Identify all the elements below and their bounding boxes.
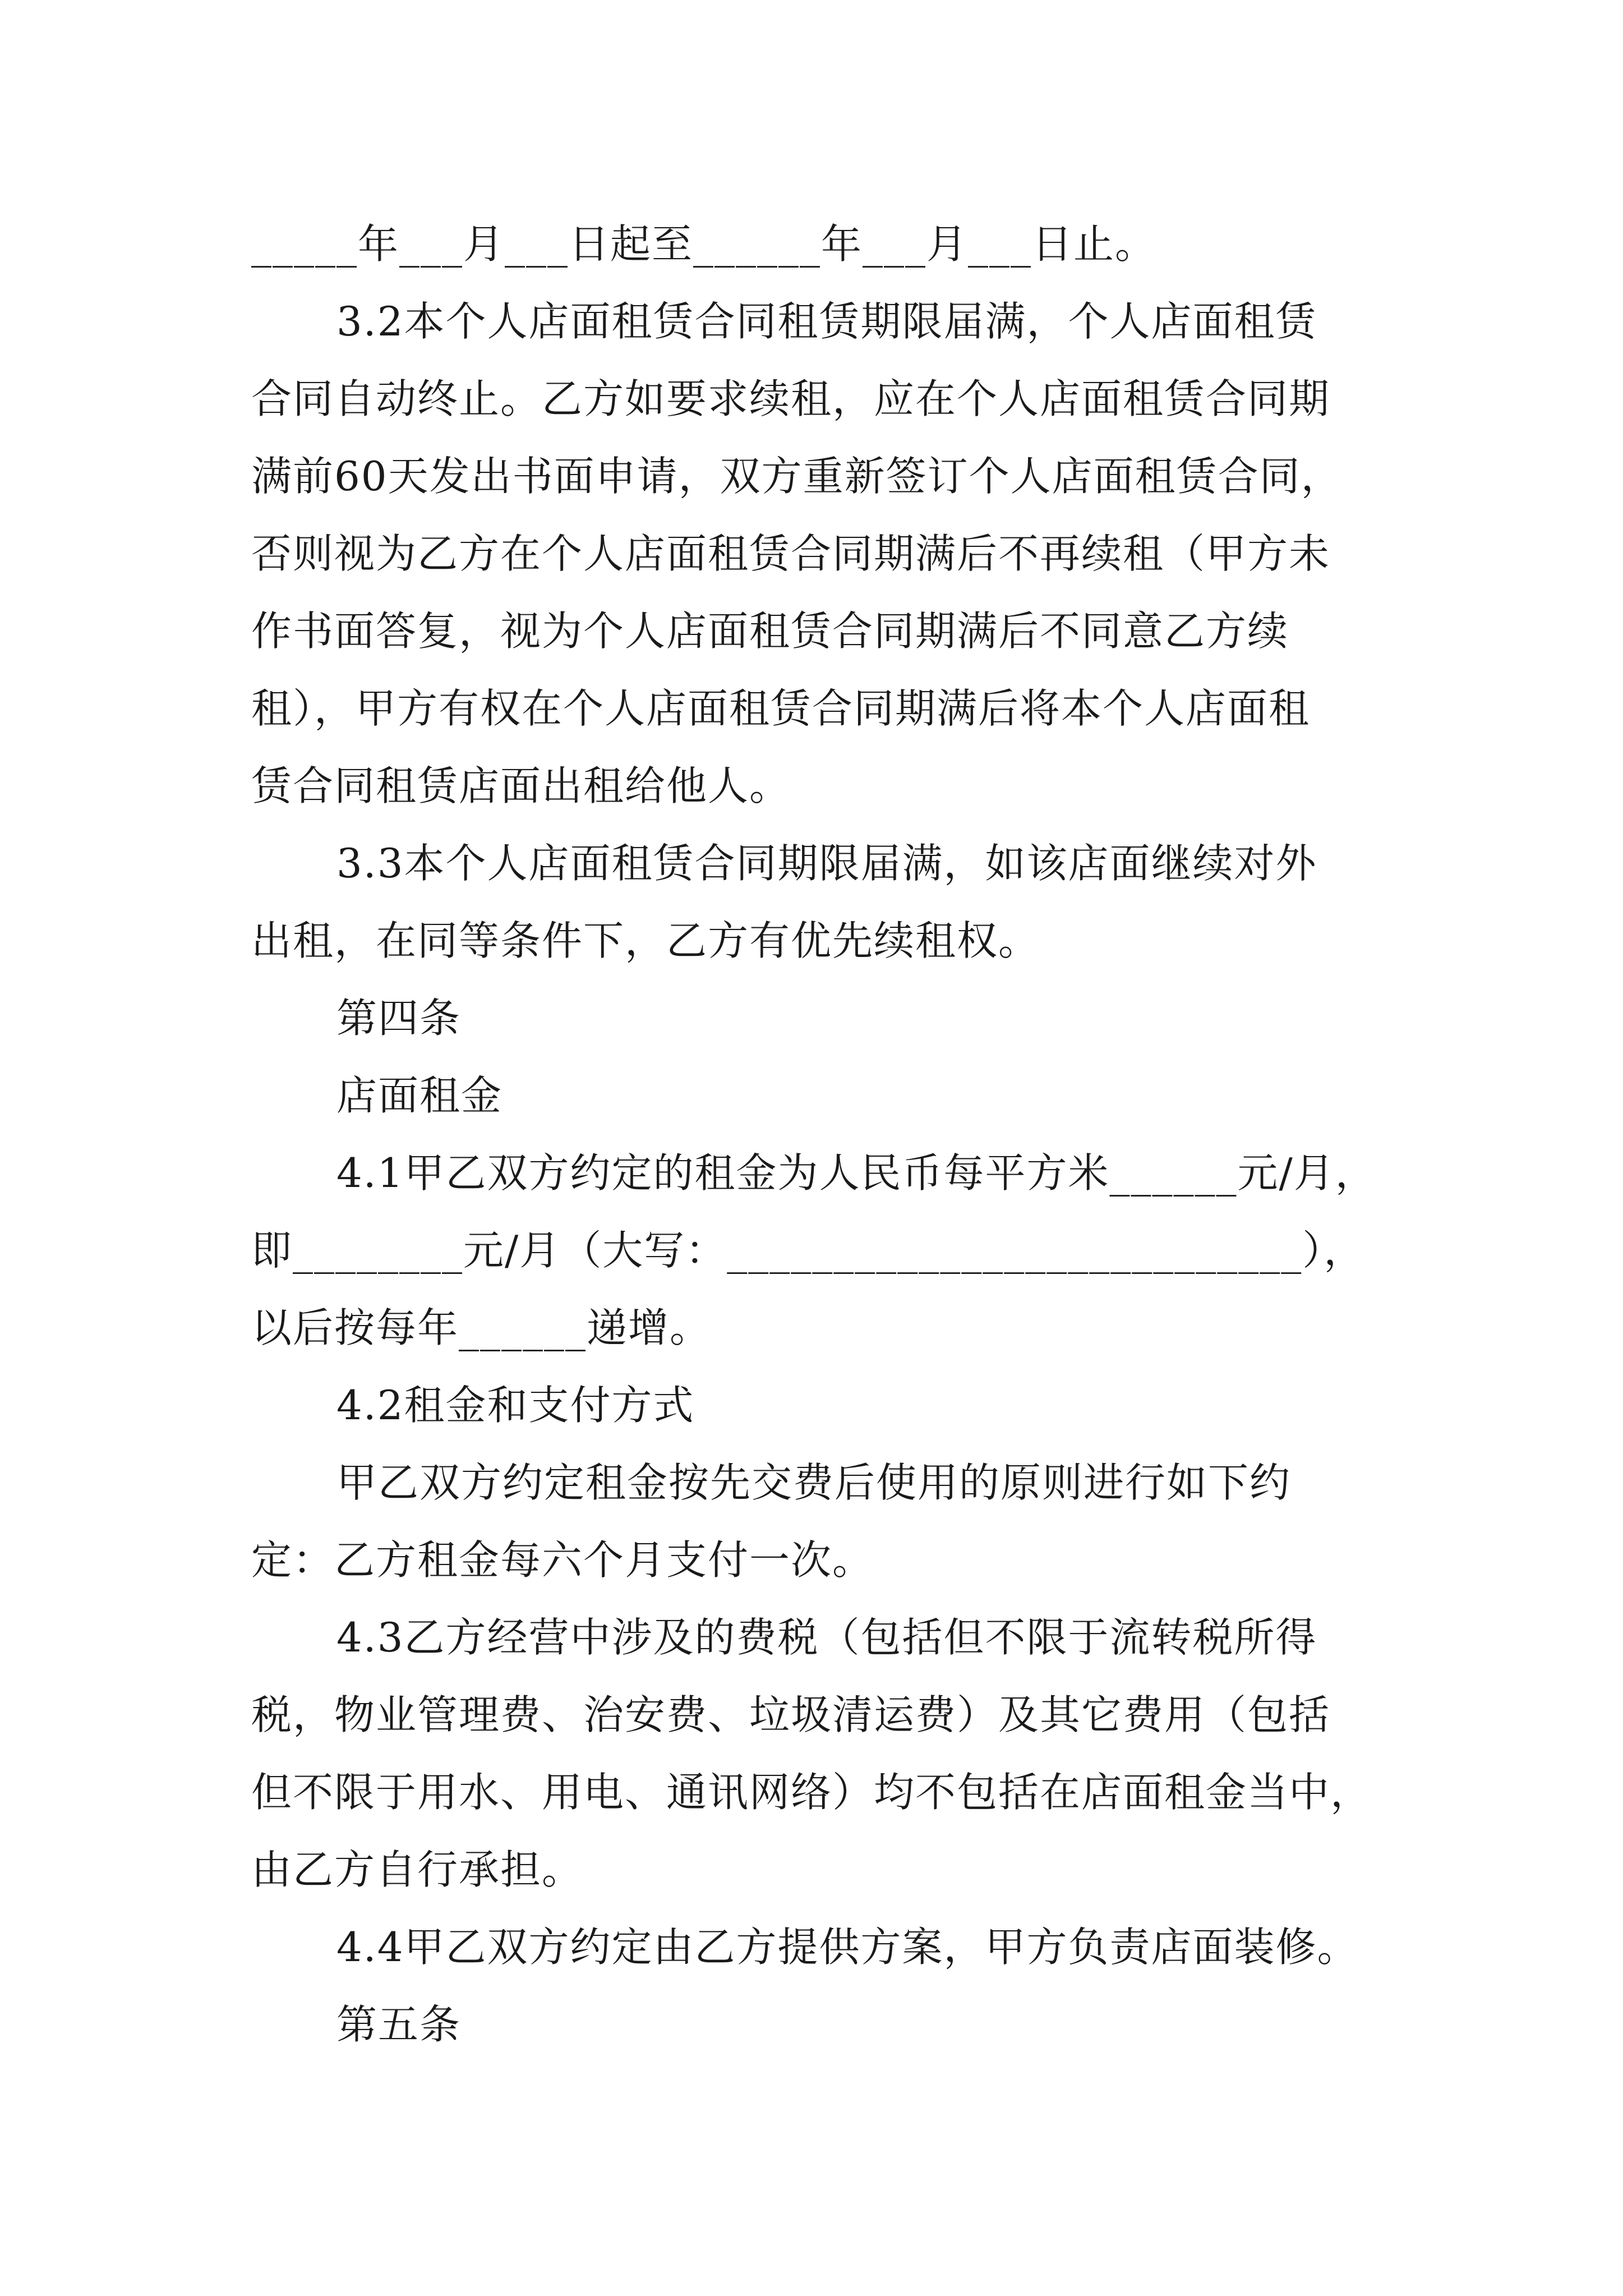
text-line-13: 4.1甲乙双方约定的租金为人民币每平方米______元/月， <box>336 1149 1377 1197</box>
text-line-15: 以后按每年______递增。 <box>251 1304 712 1351</box>
text-line-1: _____年___月___日起至______年___月___日止。 <box>251 220 1157 268</box>
text-line-23: 4.4甲乙双方约定由乙方提供方案，甲方负责店面装修。 <box>336 1924 1359 1971</box>
text-line-3: 合同自动终止。乙方如要求续租，应在个人店面租赁合同期 <box>251 375 1331 422</box>
text-line-22: 由乙方自行承担。 <box>251 1846 584 1893</box>
section-heading-4: 第四条 <box>336 995 462 1042</box>
text-line-9: 3.3本个人店面租赁合同期限届满，如该店面继续对外 <box>336 840 1317 887</box>
text-line-5: 否则视为乙方在个人店面租赁合同期满后不再续租（甲方未 <box>251 530 1331 577</box>
section-title-rent: 店面租金 <box>336 1072 503 1119</box>
text-line-10: 出租，在同等条件下，乙方有优先续租权。 <box>251 917 1040 964</box>
text-line-18: 定：乙方租金每六个月支付一次。 <box>251 1536 874 1584</box>
text-line-17: 甲乙双方约定租金按先交费后使用的原则进行如下约 <box>336 1459 1292 1506</box>
text-line-14: 即________元/月（大写：___________________________）， <box>251 1227 1366 1274</box>
text-line-4: 满前60天发出书面申请，双方重新签订个人店面租赁合同， <box>251 453 1343 500</box>
text-line-6: 作书面答复，视为个人店面租赁合同期满后不同意乙方续 <box>251 608 1289 655</box>
text-line-2: 3.2本个人店面租赁合同租赁期限届满，个人店面租赁 <box>336 298 1317 345</box>
text-line-19: 4.3乙方经营中涉及的费税（包括但不限于流转税所得 <box>336 1614 1317 1661</box>
text-line-21: 但不限于用水、用电、通讯网络）均不包括在店面租金当中， <box>251 1769 1372 1816</box>
section-heading-5: 第五条 <box>336 2001 462 2048</box>
text-line-7: 租），甲方有权在个人店面租赁合同期满后将本个人店面租 <box>251 685 1311 732</box>
text-line-20: 税，物业管理费、治安费、垃圾清运费）及其它费用（包括 <box>251 1691 1331 1738</box>
text-line-8: 赁合同租赁店面出租给他人。 <box>251 762 791 809</box>
text-line-16: 4.2租金和支付方式 <box>336 1382 695 1429</box>
